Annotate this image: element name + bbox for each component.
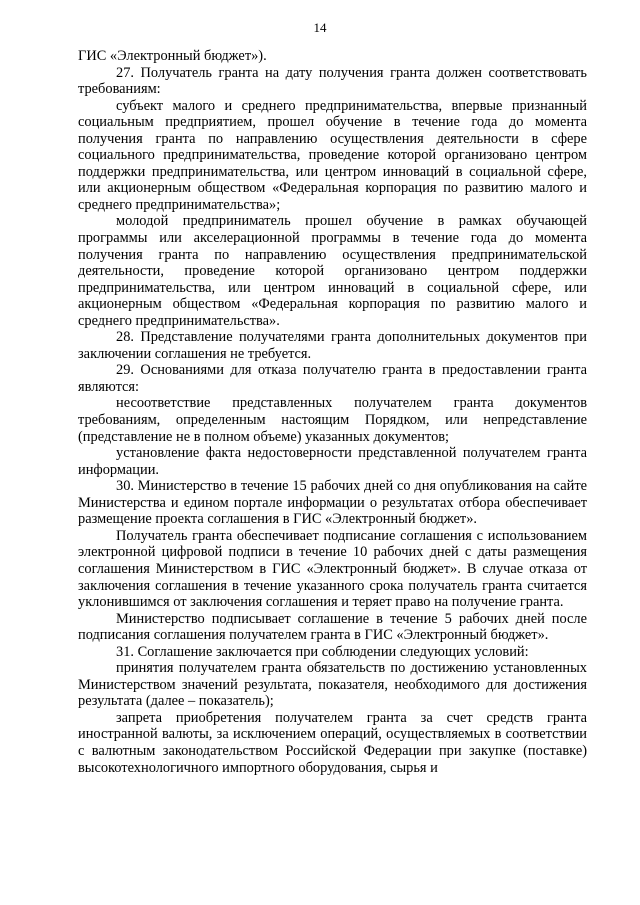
paragraph-signing-by-ministry: Министерство подписывает соглашение в течение 5 рабочих дней после подписания соглашения получателем гранта в ГИС «Электронный бюджет». [78, 610, 587, 644]
paragraph-requirement-young-entrepreneur: молодой предприниматель прошел обучение в рамках обучающей программы или акселерационной программы в течение года до момента получения гранта по направлению осуществления предпринимательской деятельности, проведение которой организовано центром поддержки предпринимательства, или центром инноваций в социальной сфере, или акционерным обществом «Федеральная корпорация по развитию малого и среднего предпринимательства». [78, 213, 587, 329]
paragraph-condition-currency-ban: запрета приобретения получателем гранта за счет средств гранта иностранной валюты, за исключением операций, осуществляемых в соответствии с валютным законодательством Российской Федерации при закупке (поставке) высокотехнологичного импортного оборудования, сырья и [78, 709, 587, 776]
paragraph-condition-obligations: принятия получателем гранта обязательств по достижению установленных Министерством значений результата, показателя, необходимого для достижения результата (далее – показатель); [78, 660, 587, 710]
paragraph-clause-30: 30. Министерство в течение 15 рабочих дней со дня опубликования на сайте Министерства и едином портале информации о результатах отбора обеспечивает размещение проекта соглашения в ГИС «Электронный бюджет». [78, 478, 587, 528]
paragraph-refusal-ground-documents: несоответствие представленных получателем гранта документов требованиям, определенным настоящим Порядком, или непредставление (представление не в полном объеме) указанных документов; [78, 395, 587, 445]
paragraph-clause-29: 29. Основаниями для отказа получателю гранта в предоставлении гранта являются: [78, 362, 587, 395]
paragraph-clause-28: 28. Представление получателями гранта дополнительных документов при заключении соглашения не требуется. [78, 329, 587, 362]
page-number: 14 [313, 20, 327, 35]
paragraph-refusal-ground-false-info: установление факта недостоверности представленной получателем гранта информации. [78, 445, 587, 478]
paragraph-signing-by-recipient: Получатель гранта обеспечивает подписание соглашения с использованием электронной цифровой подписи в течение 10 рабочих дней с даты размещения соглашения Министерством в ГИС «Электронный бюджет». В случае отказа от заключения соглашения в течение указанного срока получатель гранта считается уклонившимся от заключения соглашения и теряет право на получение гранта. [78, 527, 587, 611]
paragraph-continuation: ГИС «Электронный бюджет»). [78, 48, 267, 64]
document-body [78, 48, 587, 776]
paragraph-clause-27: 27. Получатель гранта на дату получения гранта должен соответствовать требованиям: [78, 64, 587, 98]
paragraph-requirement-sme: субъект малого и среднего предпринимательства, впервые признанный социальным предприятием, прошел обучение в течение года до момента получения гранта по направлению осуществления деятельности в сфере социального предпринимательства, проведение которой организовано центром поддержки предпринимательства, или центром инноваций в социальной сфере, или акционерным обществом «Федеральная корпорация по развитию малого и среднего предпринимательства»; [78, 97, 587, 213]
paragraph-clause-31: 31. Соглашение заключается при соблюдении следующих условий: [116, 643, 529, 660]
